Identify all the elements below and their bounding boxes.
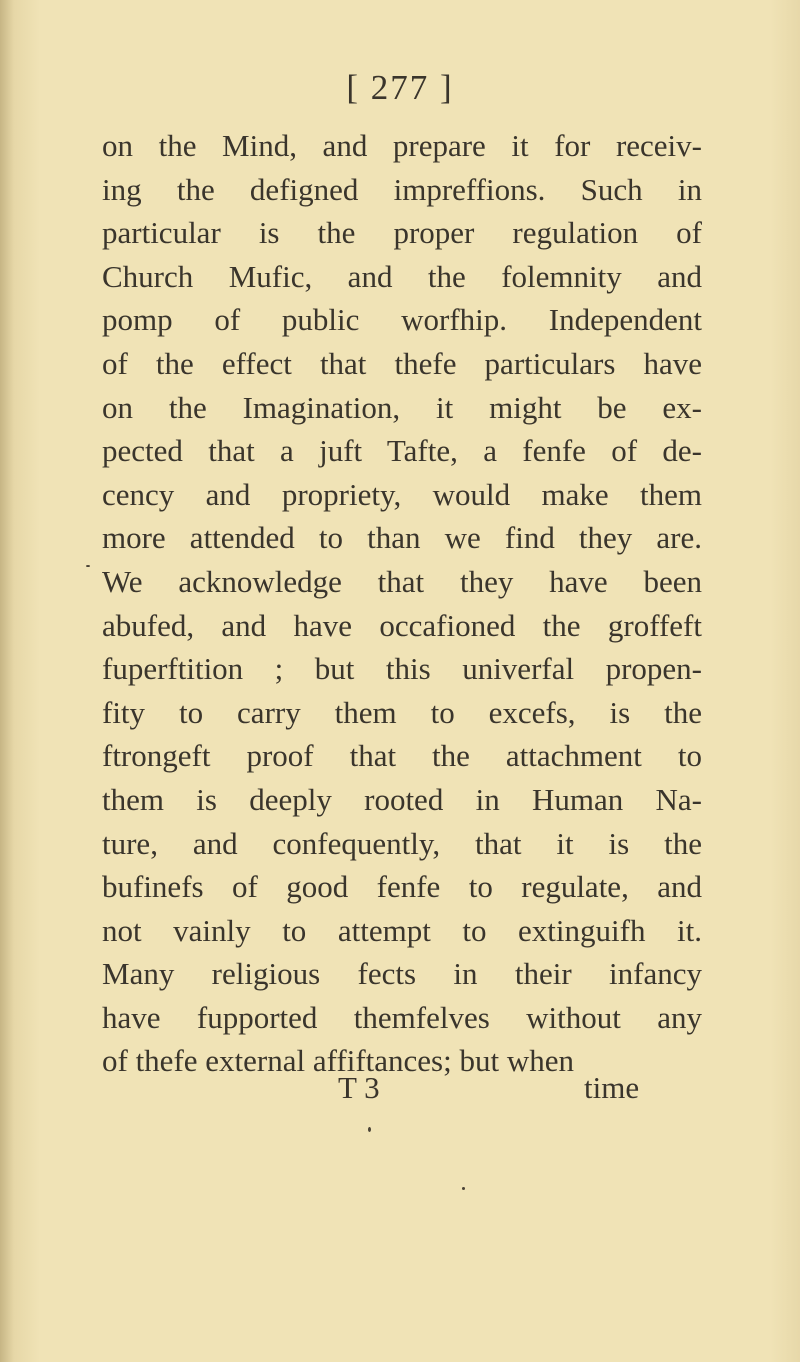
page-footer [0,1070,800,1114]
text-line: abufed, and have occafioned the groffeft [102,607,702,643]
text-line: of the effect that thefe particulars have [102,345,702,381]
text-line: Many religious fects in their infancy [102,956,702,992]
text-line: more attended to than we find they are. [102,520,702,556]
text-line: pomp of public worfhip. Independent [102,302,702,338]
text-line: on the Imagination, it might be ex- [102,389,702,425]
text-line: on the Mind, and prepare it for receiv- [102,128,702,163]
text-line: pected that a juft Tafte, a fenfe of de- [102,433,702,469]
text-line: ing the defigned impreffions. Such in [102,171,702,207]
ink-speck [462,1187,465,1190]
catchword: time [584,1070,640,1105]
text-line: We acknowledge that they have been [102,563,702,599]
text-line: them is deeply rooted in Human Na- [102,781,702,817]
text-line: of thefe external affiftances; but when [102,1043,574,1079]
text-line: Church Mufic, and the folemnity and [102,258,702,294]
page-number-text: [ 277 ] [346,68,454,107]
text-line: cency and propriety, would make them [102,476,702,512]
text-line: ture, and confequently, that it is the [102,825,702,861]
text-line: fuperftition ; but this univerfal propen- [102,651,702,687]
text-line: bufinefs of good fenfe to regulate, and [102,869,702,905]
ink-speck [368,1127,371,1132]
signature-mark: T 3 [338,1070,380,1105]
body-text [102,124,702,1083]
text-line: particular is the proper regulation of [102,215,702,251]
text-line: have fupported themfelves without any [102,999,702,1035]
ink-speck [86,565,90,567]
page-number [0,68,800,108]
text-line: fity to carry them to excefs, is the [102,694,702,730]
text-line: ftrongeft proof that the attachment to [102,738,702,774]
text-line: not vainly to attempt to extinguifh it. [102,912,702,948]
